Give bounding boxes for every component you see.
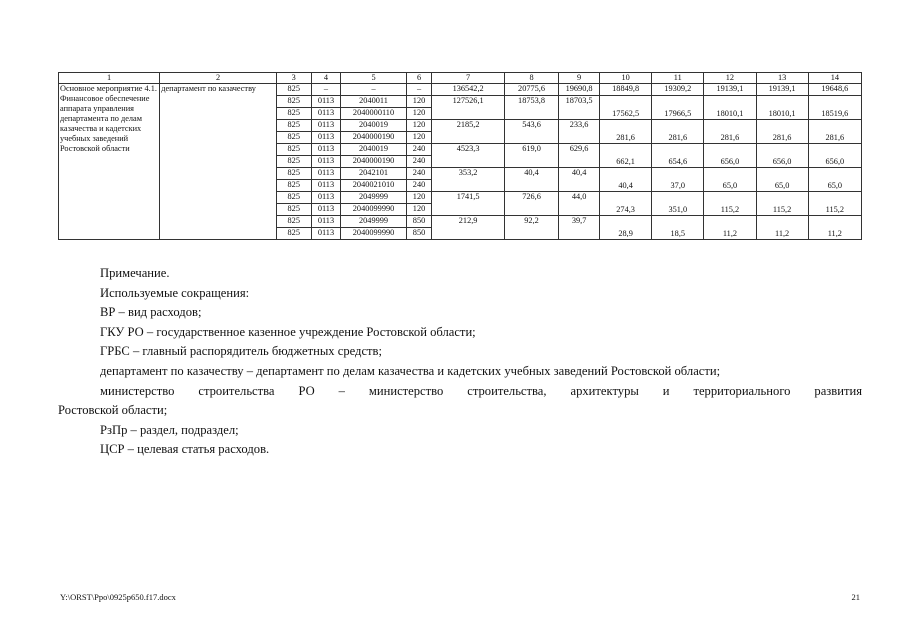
- header-cell: 13: [756, 73, 808, 84]
- vr-cell: 850: [406, 216, 432, 228]
- value-cell: 37,0: [652, 168, 704, 192]
- rzpr-cell: 0113: [311, 120, 341, 132]
- value-cell: 619,0: [504, 144, 558, 168]
- value-cell: 281,6: [652, 120, 704, 144]
- value-cell: 40,4: [559, 168, 600, 192]
- rzpr-cell: 0113: [311, 156, 341, 168]
- note-item: ГКУ РО – государственное казенное учреждение Ростовской области;: [100, 324, 476, 339]
- value-cell: 39,7: [559, 216, 600, 240]
- note-item: ГРБС – главный распорядитель бюджетных средств;: [100, 344, 382, 359]
- value-cell: 19139,1: [704, 84, 756, 96]
- value-cell: 4523,3: [432, 144, 505, 168]
- footer-file-path: Y:\ORST\Ppo\0925p650.f17.docx: [60, 592, 176, 602]
- value-cell: 18519,6: [808, 96, 861, 120]
- note-item: департамент по казачеству – департамент по делам казачества и кадетских учебных заведений Ростовской области;: [100, 363, 721, 378]
- vr-cell: 240: [406, 144, 432, 156]
- csr-cell: 2040021010: [341, 180, 406, 192]
- rzpr-cell: 0113: [311, 96, 341, 108]
- value-cell: 19139,1: [756, 84, 808, 96]
- grbs-code-cell: 825: [276, 204, 311, 216]
- vr-cell: 240: [406, 180, 432, 192]
- value-cell: 19690,8: [559, 84, 600, 96]
- grbs-code-cell: 825: [276, 192, 311, 204]
- vr-cell: –: [406, 84, 432, 96]
- csr-cell: 2049999: [341, 192, 406, 204]
- header-cell: 6: [406, 73, 432, 84]
- value-cell: 233,6: [559, 120, 600, 144]
- grbs-code-cell: 825: [276, 180, 311, 192]
- csr-cell: 2040000110: [341, 108, 406, 120]
- note-item: министерство строительства РО – министерство строительства, архитектуры и территориального развития: [100, 383, 862, 398]
- rzpr-cell: 0113: [311, 204, 341, 216]
- value-cell: 40,4: [600, 168, 652, 192]
- notes-section: [58, 264, 862, 460]
- value-cell: 65,0: [756, 168, 808, 192]
- vr-cell: 240: [406, 156, 432, 168]
- header-cell: 7: [432, 73, 505, 84]
- value-cell: 40,4: [504, 168, 558, 192]
- value-cell: 11,2: [808, 216, 861, 240]
- value-cell: 281,6: [756, 120, 808, 144]
- value-cell: 351,0: [652, 192, 704, 216]
- value-cell: 212,9: [432, 216, 505, 240]
- header-cell: 9: [559, 73, 600, 84]
- csr-cell: 2040019: [341, 120, 406, 132]
- vr-cell: 240: [406, 168, 432, 180]
- value-cell: 281,6: [704, 120, 756, 144]
- value-cell: 127526,1: [432, 96, 505, 120]
- value-cell: 353,2: [432, 168, 505, 192]
- value-cell: 115,2: [808, 192, 861, 216]
- rzpr-cell: –: [311, 84, 341, 96]
- grbs-code-cell: 825: [276, 96, 311, 108]
- note-item: ВР – вид расходов;: [100, 305, 202, 320]
- vr-cell: 120: [406, 192, 432, 204]
- header-cell: 12: [704, 73, 756, 84]
- note-title: Примечание.: [100, 266, 170, 280]
- value-cell: 656,0: [704, 144, 756, 168]
- header-cell: 10: [600, 73, 652, 84]
- rzpr-cell: 0113: [311, 216, 341, 228]
- csr-cell: 2049999: [341, 216, 406, 228]
- vr-cell: 120: [406, 132, 432, 144]
- rzpr-cell: 0113: [311, 192, 341, 204]
- note-item-continuation: Ростовской области;: [58, 403, 168, 418]
- vr-cell: 120: [406, 204, 432, 216]
- value-cell: 65,0: [808, 168, 861, 192]
- value-cell: 18703,5: [559, 96, 600, 120]
- value-cell: 115,2: [756, 192, 808, 216]
- header-cell: 11: [652, 73, 704, 84]
- grbs-code-cell: 825: [276, 168, 311, 180]
- rzpr-cell: 0113: [311, 180, 341, 192]
- note-intro: Используемые сокращения:: [100, 285, 250, 300]
- value-cell: 656,0: [808, 144, 861, 168]
- footer-page-number: 21: [851, 592, 860, 602]
- value-cell: 20775,6: [504, 84, 558, 96]
- value-cell: 115,2: [704, 192, 756, 216]
- value-cell: 28,9: [600, 216, 652, 240]
- header-cell: 14: [808, 73, 861, 84]
- value-cell: 19309,2: [652, 84, 704, 96]
- rzpr-cell: 0113: [311, 228, 341, 240]
- value-cell: 662,1: [600, 144, 652, 168]
- header-cell: 8: [504, 73, 558, 84]
- header-cell: 3: [276, 73, 311, 84]
- rzpr-cell: 0113: [311, 168, 341, 180]
- csr-cell: 2040000190: [341, 132, 406, 144]
- grbs-cell: департамент по казачеству: [160, 84, 277, 240]
- csr-cell: 2040000190: [341, 156, 406, 168]
- value-cell: 19648,6: [808, 84, 861, 96]
- csr-cell: 2040011: [341, 96, 406, 108]
- grbs-code-cell: 825: [276, 228, 311, 240]
- table-header-row: [59, 73, 862, 84]
- header-cell: 4: [311, 73, 341, 84]
- header-cell: 2: [160, 73, 277, 84]
- value-cell: 274,3: [600, 192, 652, 216]
- value-cell: 281,6: [808, 120, 861, 144]
- csr-cell: 2040099990: [341, 204, 406, 216]
- rzpr-cell: 0113: [311, 132, 341, 144]
- grbs-code-cell: 825: [276, 84, 311, 96]
- value-cell: 726,6: [504, 192, 558, 216]
- value-cell: 18849,8: [600, 84, 652, 96]
- csr-cell: –: [341, 84, 406, 96]
- vr-cell: 120: [406, 120, 432, 132]
- value-cell: 18010,1: [704, 96, 756, 120]
- header-cell: 5: [341, 73, 406, 84]
- vr-cell: 120: [406, 108, 432, 120]
- activity-name-cell: Основное мероприятие 4.1. Финансовое обеспечение аппарата управления департамента по делам казачества и кадетских учебных заведений Ростовской области: [59, 84, 160, 240]
- value-cell: 629,6: [559, 144, 600, 168]
- value-cell: 92,2: [504, 216, 558, 240]
- grbs-code-cell: 825: [276, 216, 311, 228]
- value-cell: 11,2: [704, 216, 756, 240]
- value-cell: 656,0: [756, 144, 808, 168]
- value-cell: 18010,1: [756, 96, 808, 120]
- note-item: РзПр – раздел, подраздел;: [100, 422, 239, 437]
- rzpr-cell: 0113: [311, 108, 341, 120]
- grbs-code-cell: 825: [276, 144, 311, 156]
- value-cell: 17562,5: [600, 96, 652, 120]
- value-cell: 18,5: [652, 216, 704, 240]
- value-cell: 65,0: [704, 168, 756, 192]
- value-cell: 543,6: [504, 120, 558, 144]
- budget-table: [58, 72, 862, 240]
- grbs-code-cell: 825: [276, 156, 311, 168]
- value-cell: 281,6: [600, 120, 652, 144]
- grbs-code-cell: 825: [276, 120, 311, 132]
- grbs-code-cell: 825: [276, 108, 311, 120]
- note-item: ЦСР – целевая статья расходов.: [100, 442, 270, 457]
- grbs-code-cell: 825: [276, 132, 311, 144]
- vr-cell: 120: [406, 96, 432, 108]
- value-cell: 11,2: [756, 216, 808, 240]
- value-cell: 2185,2: [432, 120, 505, 144]
- value-cell: 654,6: [652, 144, 704, 168]
- value-cell: 18753,8: [504, 96, 558, 120]
- value-cell: 44,0: [559, 192, 600, 216]
- vr-cell: 850: [406, 228, 432, 240]
- rzpr-cell: 0113: [311, 144, 341, 156]
- header-cell: 1: [59, 73, 160, 84]
- value-cell: 136542,2: [432, 84, 505, 96]
- value-cell: 17966,5: [652, 96, 704, 120]
- value-cell: 1741,5: [432, 192, 505, 216]
- csr-cell: 2042101: [341, 168, 406, 180]
- csr-cell: 2040019: [341, 144, 406, 156]
- csr-cell: 2040099990: [341, 228, 406, 240]
- table-row: [59, 84, 862, 96]
